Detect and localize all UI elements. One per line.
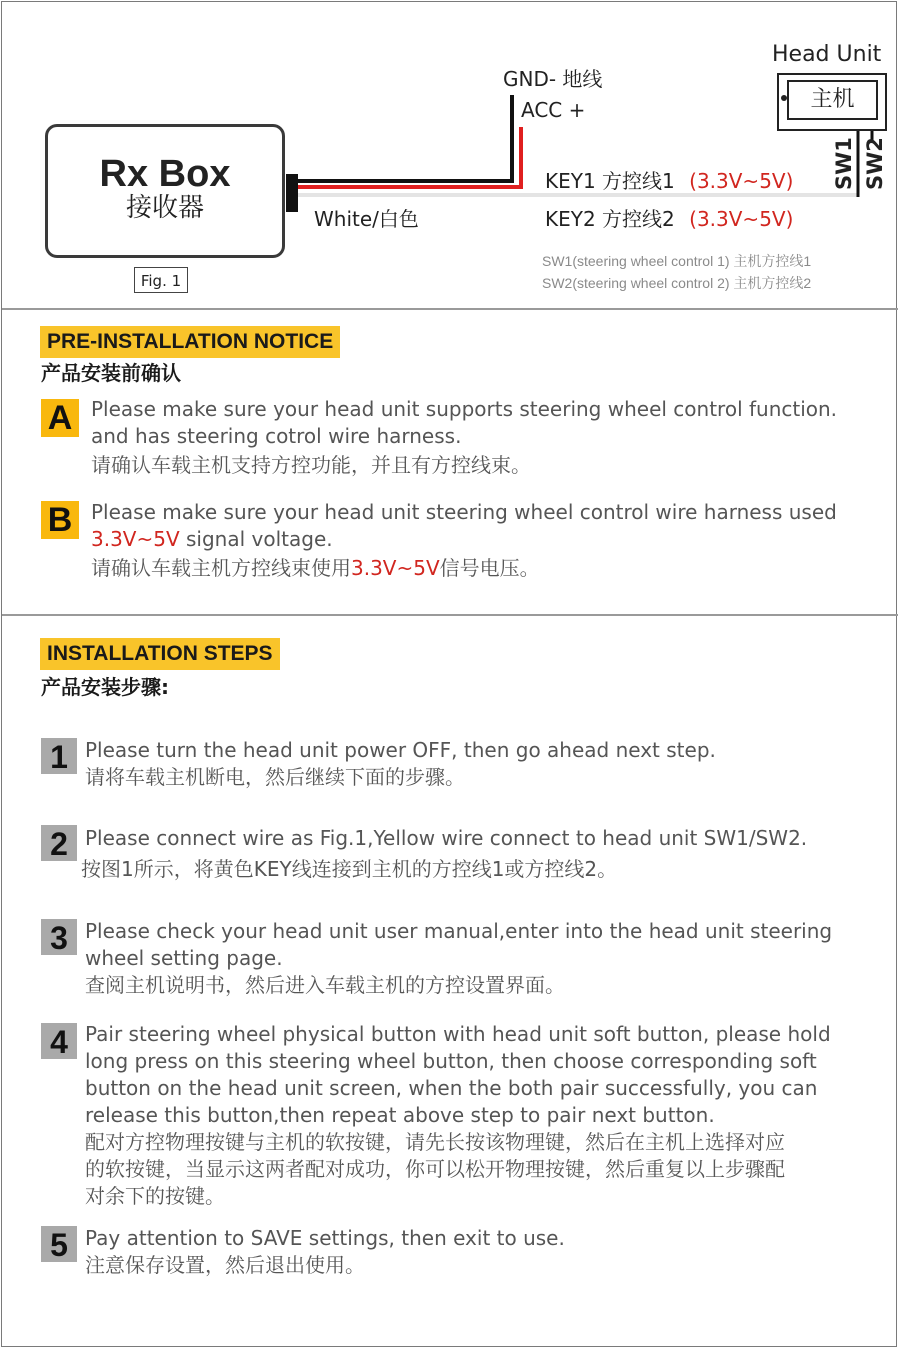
step-badge-4: 4 — [41, 1023, 77, 1059]
step-1 — [85, 737, 885, 791]
notice-b-en-2 — [91, 526, 891, 553]
acc-label: ACC + — [521, 98, 586, 122]
step-badge-1: 1 — [41, 738, 77, 774]
key2-label — [545, 203, 793, 232]
step-badge-5: 5 — [41, 1226, 77, 1262]
notice-b-cn-post: 信号电压。 — [439, 556, 540, 580]
step-1-cn-1: 请将车载主机断电，然后继续下面的步骤。 — [85, 765, 465, 789]
step-4-cn-1: 配对方控物理按键与主机的软按键，请先长按该物理键，然后在主机上选择对应 — [85, 1130, 785, 1154]
notice-b-en-rest: signal voltage. — [179, 527, 333, 551]
section-divider-2 — [2, 614, 898, 616]
notice-item-a — [91, 396, 891, 479]
notice-b-cn-voltage: 3.3V~5V — [351, 556, 440, 580]
step-1-en-1: Please turn the head unit power OFF, then go ahead next step. — [85, 738, 716, 762]
notice-a-en-2: and has steering cotrol wire harness. — [91, 424, 462, 448]
connector-plug — [286, 174, 298, 212]
step-5 — [85, 1225, 885, 1279]
notice-badge-a: A — [41, 399, 79, 437]
head-unit-label: Head Unit — [772, 42, 882, 67]
step-badge-3: 3 — [41, 919, 77, 955]
acc-wire — [298, 127, 521, 187]
step-3 — [85, 918, 885, 999]
notice-b-en-1: Please make sure your head unit steering wheel control wire harness used — [91, 500, 837, 524]
step-3-cn-1: 查阅主机说明书，然后进入车载主机的方控设置界面。 — [85, 973, 565, 997]
key1-voltage: (3.3V~5V) — [689, 169, 794, 193]
sw1-label: SW1 — [832, 137, 856, 190]
notice-a-en-1: Please make sure your head unit supports steering wheel control function. — [91, 397, 838, 421]
step-5-cn-1: 注意保存设置，然后退出使用。 — [85, 1253, 365, 1277]
step-4-cn-2: 的软按键，当显示这两者配对成功，你可以松开物理按键，然后重复以上步骤配 — [85, 1157, 785, 1181]
notice-title: PRE-INSTALLATION NOTICE — [40, 326, 340, 358]
step-badge-2: 2 — [41, 825, 77, 861]
notice-b-voltage: 3.3V~5V — [91, 527, 180, 551]
steps-title: INSTALLATION STEPS — [40, 638, 280, 670]
step-4-en-1: Pair steering wheel physical button with head unit soft button, please hold — [85, 1022, 831, 1046]
step-4-en-4: release this button,then repeat above step to pair next button. — [85, 1103, 715, 1127]
key1-name: KEY1 方控线1 — [545, 169, 675, 193]
step-3-en-2: wheel setting page. — [85, 946, 283, 970]
steps-title-cn: 产品安装步骤: — [41, 675, 169, 699]
step-4-en-2: long press on this steering wheel button, then choose corresponding soft — [85, 1049, 817, 1073]
key1-label — [545, 165, 793, 194]
key2-name: KEY2 方控线2 — [545, 207, 675, 231]
step-4-en-3: button on the head unit screen, when the both pair successfully, you can — [85, 1076, 818, 1100]
step-3-en-1: Please check your head unit user manual,enter into the head unit steering — [85, 919, 833, 943]
rx-box-title: Rx Box — [99, 153, 231, 195]
sw2-note: SW2(steering wheel control 2) 主机方控线2 — [542, 275, 812, 291]
notice-item-b — [91, 499, 891, 582]
white-label: White/白色 — [314, 207, 419, 231]
notice-badge-b: B — [41, 501, 79, 539]
step-5-en-1: Pay attention to SAVE settings, then exit to use. — [85, 1226, 565, 1250]
sw2-label: SW2 — [863, 137, 887, 190]
fig-label: Fig. 1 — [134, 267, 188, 293]
step-2 — [81, 825, 885, 883]
rx-box-subtitle: 接收器 — [125, 193, 204, 223]
sw1-note: SW1(steering wheel control 1) 主机方控线1 — [542, 253, 812, 269]
notice-b-cn-pre: 请确认车载主机方控线束使用 — [91, 556, 351, 580]
key2-voltage: (3.3V~5V) — [689, 207, 794, 231]
step-4-cn-3: 对余下的按键。 — [85, 1184, 225, 1208]
notice-a-cn: 请确认车载主机支持方控功能，并且有方控线束。 — [91, 453, 531, 477]
section-divider-1 — [2, 308, 898, 310]
head-unit-inner: 主机 — [787, 80, 878, 120]
step-2-cn-1: 按图1所示，将黄色KEY线连接到主机的方控线1或方控线2。 — [81, 857, 618, 881]
step-2-en-1: Please connect wire as Fig.1,Yellow wire connect to head unit SW1/SW2. — [85, 826, 808, 850]
gnd-label: GND- 地线 — [503, 67, 603, 91]
notice-title-cn: 产品安装前确认 — [41, 361, 181, 385]
notice-b-cn — [91, 555, 891, 582]
gnd-wire — [298, 95, 512, 181]
step-4 — [85, 1021, 885, 1210]
